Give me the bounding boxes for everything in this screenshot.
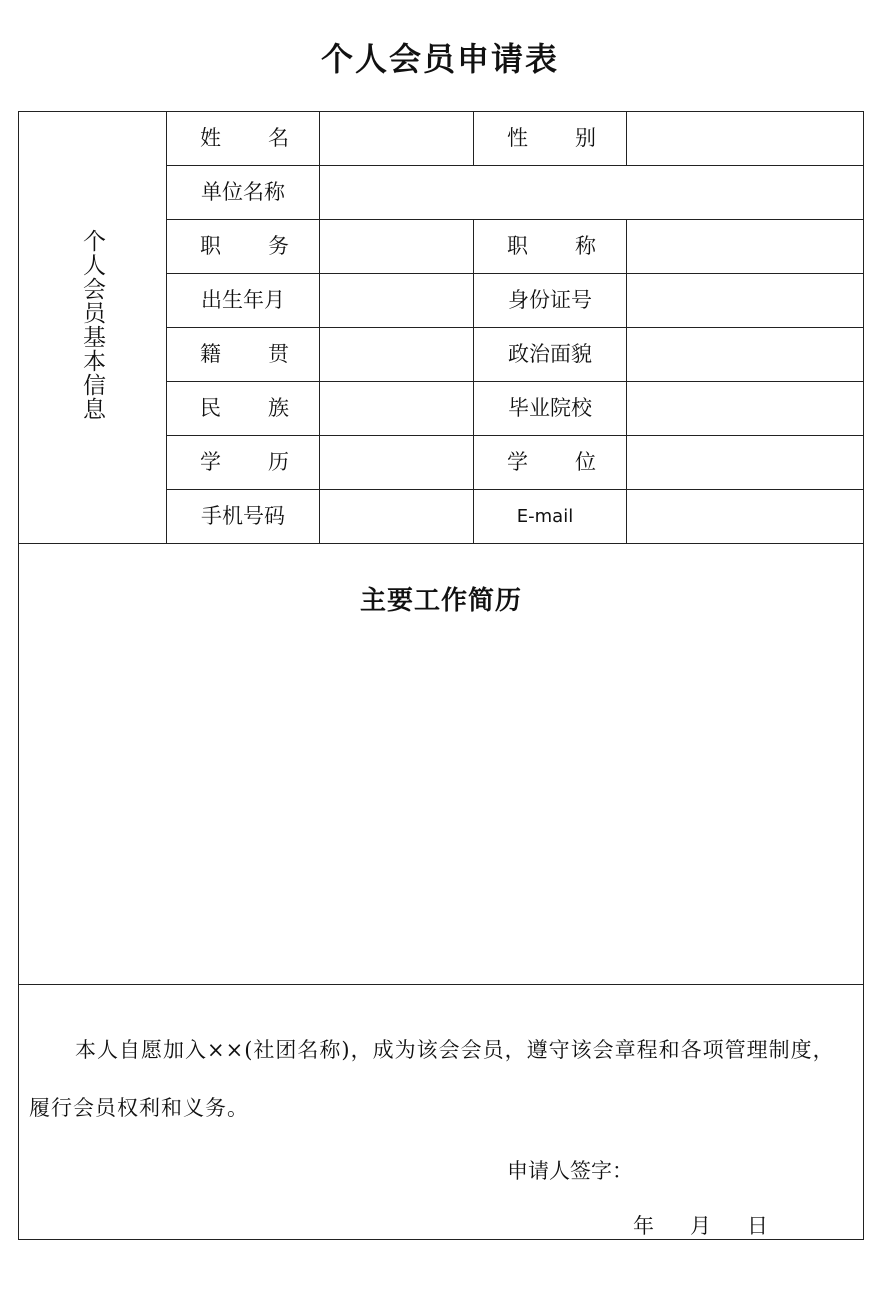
signature-label: 申请人签字： <box>507 1159 633 1183</box>
ethnicity-field[interactable] <box>320 382 474 436</box>
declaration-text: 本人自愿加入××(社团名称)，成为该会会员，遵守该会章程和各项管理制度，履行会员权利和义务。 <box>29 1038 835 1120</box>
unit-label-cell <box>167 166 320 220</box>
page-title: 个人会员申请表 <box>320 40 559 78</box>
phone-label: 手机号码 <box>201 504 285 528</box>
birth-field[interactable] <box>320 274 474 328</box>
position-label-cell <box>167 220 320 274</box>
work-history-area[interactable] <box>19 544 864 985</box>
job-title-label-cell <box>474 220 627 274</box>
native-place-field[interactable] <box>320 328 474 382</box>
gender-label-cell <box>474 112 627 166</box>
ethnicity-label: 民 族 <box>200 396 289 420</box>
school-label-cell <box>474 382 627 436</box>
ethnicity-label-cell <box>167 382 320 436</box>
gender-field[interactable] <box>627 112 864 166</box>
name-field[interactable] <box>320 112 474 166</box>
education-label: 学 历 <box>200 450 289 474</box>
basic-info-section-label <box>19 112 167 544</box>
native-place-label-cell <box>167 328 320 382</box>
position-label: 职 务 <box>200 234 289 258</box>
position-field[interactable] <box>320 220 474 274</box>
political-label: 政治面貌 <box>508 342 592 366</box>
birth-label-cell <box>167 274 320 328</box>
date-line <box>633 1210 804 1240</box>
name-label: 姓 名 <box>200 126 289 150</box>
date-year: 年 <box>633 1214 654 1238</box>
school-label: 毕业院校 <box>508 396 592 420</box>
date-day: 日 <box>747 1214 768 1238</box>
political-label-cell <box>474 328 627 382</box>
native-place-label: 籍 贯 <box>200 342 289 366</box>
work-history-title: 主要工作简历 <box>359 586 522 616</box>
phone-label-cell <box>167 490 320 544</box>
id-number-field[interactable] <box>627 274 864 328</box>
id-number-label: 身份证号 <box>508 288 592 312</box>
name-label-cell <box>167 112 320 166</box>
unit-label: 单位名称 <box>201 180 285 204</box>
date-month: 月 <box>690 1214 711 1238</box>
degree-label-cell <box>474 436 627 490</box>
email-label-cell <box>474 490 627 544</box>
declaration-section <box>19 985 864 1240</box>
school-field[interactable] <box>627 382 864 436</box>
political-field[interactable] <box>627 328 864 382</box>
education-field[interactable] <box>320 436 474 490</box>
degree-label: 学 位 <box>507 450 596 474</box>
education-label-cell <box>167 436 320 490</box>
gender-label: 性 别 <box>507 126 596 150</box>
application-form-table <box>18 111 864 1240</box>
job-title-field[interactable] <box>627 220 864 274</box>
unit-field[interactable] <box>320 166 864 220</box>
birth-label: 出生年月 <box>201 288 285 312</box>
email-field[interactable] <box>627 490 864 544</box>
degree-field[interactable] <box>627 436 864 490</box>
id-number-label-cell <box>474 274 627 328</box>
email-label: E-mail <box>516 506 574 527</box>
job-title-label: 职 称 <box>507 234 596 258</box>
phone-field[interactable] <box>320 490 474 544</box>
basic-info-label: 个人会员基本信息 <box>79 229 105 421</box>
